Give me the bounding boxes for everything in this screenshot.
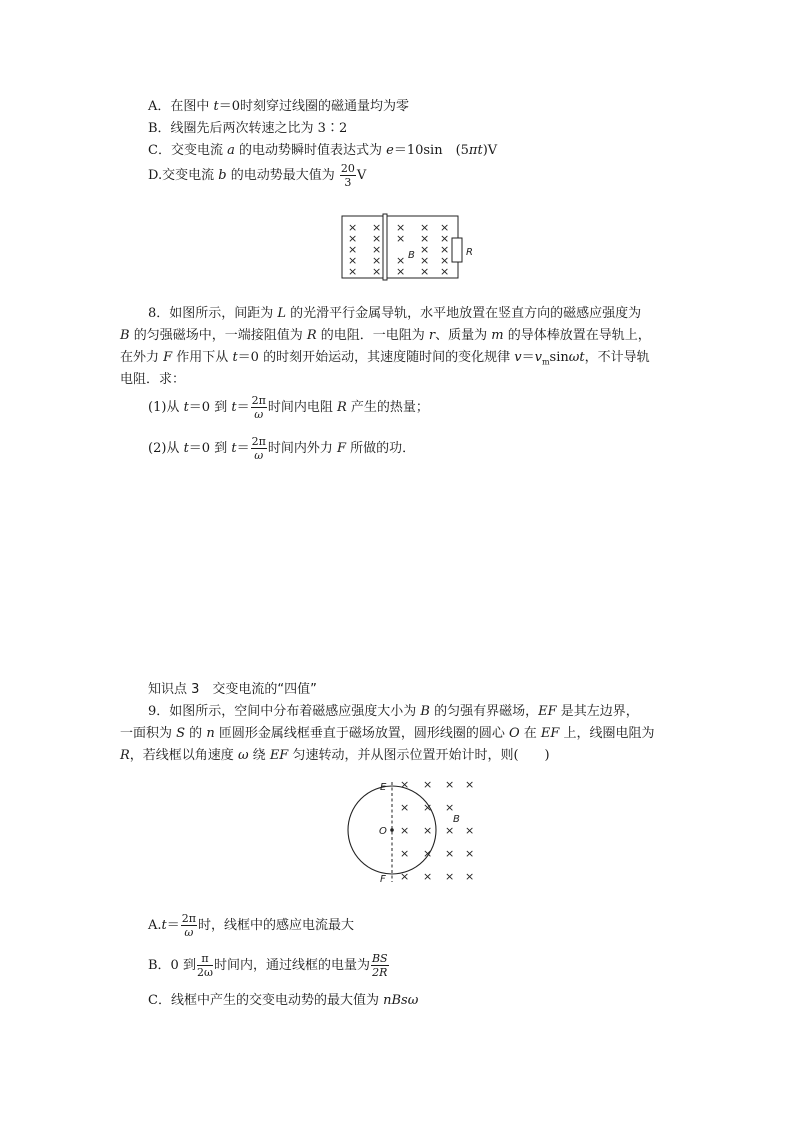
field-cross: × [423,824,433,837]
field-cross: × [440,243,450,256]
label-e: E [380,782,387,793]
q8-subquestion-1: (1)从 t＝0 到 t＝ $\frac{2\pi}{\omega}$ 时间内电阻 R 产生的热量； [148,394,429,421]
q8-line-1: 8．如图所示，间距为 L 的光滑平行金属导轨，水平地放置在竖直方向的磁感应强度为 [148,306,642,321]
field-cross: × [440,265,450,278]
q8-line-3: 在外力 F 作用下从 t＝0 的时刻开始运动，其速度随时间的变化规律 $v=v_m\sin\omega t$，不计导轨 [120,350,650,367]
field-label-b: B [408,250,415,261]
q9-option-b: B．0 到 $\frac{\pi}{2\omega}$ 时间内，通过线框的电量为 $\frac{BS}{2R}$ [148,952,388,979]
field-cross: × [400,870,410,883]
q7-option-d: D.交变电流 b 的电动势最大值为 $\frac{20}{3}$ V [148,162,367,189]
field-cross: × [372,221,382,234]
section-heading: 知识点 3 交变电流的“四值” [148,682,317,697]
field-cross: × [348,243,358,256]
field-cross: × [423,801,433,814]
q9-line-3: R，若线框以角速度 ω 绕 EF 匀速转动，并从图示位置开始计时，则( ) [120,748,550,763]
field-cross: × [396,232,406,245]
fraction: $\frac{20}{3}$ [340,162,355,189]
field-cross: × [400,824,410,837]
field-cross: × [445,870,455,883]
conductor-rod [383,214,387,280]
field-cross: × [440,221,450,234]
q9-option-a: A.t＝ $\frac{2\pi}{\omega}$ 时，线框中的感应电流最大 [148,912,355,939]
field-cross: × [420,254,430,267]
field-cross: × [400,778,410,791]
field-cross: × [372,254,382,267]
field-cross: × [445,824,455,837]
q7-option-b: B．线圈先后两次转速之比为 3∶2 [148,121,348,136]
resistor [452,238,462,262]
q9-option-c: C．线框中产生的交变电动势的最大值为 nBsω [148,993,419,1008]
label-f: F [380,874,386,885]
q8-line-4: 电阻．求： [120,372,186,387]
center-point-o [390,828,394,832]
q9-line-1: 9．如图所示，空间中分布着磁感应强度大小为 B 的匀强有界磁场，EF 是其左边界， [148,704,639,719]
field-cross: × [423,778,433,791]
label-o: O [379,826,387,837]
field-cross: × [420,243,430,256]
field-cross: × [372,232,382,245]
field-cross: × [348,221,358,234]
q7-option-a: A．在图中 t＝0时刻穿过线圈的磁通量均为零 [148,99,410,114]
field-cross: × [445,778,455,791]
field-cross: × [348,265,358,278]
field-cross: × [440,232,450,245]
field-cross: × [372,243,382,256]
field-cross: × [400,801,410,814]
field-cross: × [465,778,475,791]
field-cross: × [372,265,382,278]
q9-line-2: 一面积为 S 的 n 匝圆形金属线框垂直于磁场放置，圆形线圈的圆心 O 在 EF 上，线圈电阻为 [120,726,655,741]
field-cross: × [423,847,433,860]
field-cross: × [423,870,433,883]
field-cross: × [400,847,410,860]
field-cross: × [465,824,475,837]
field-cross: × [420,232,430,245]
circular-coil-figure [345,774,480,889]
field-cross: × [396,221,406,234]
q8-line-2: B 的匀强磁场中，一端接阻值为 R 的电阻．一电阻为 r、质量为 m 的导体棒放置在导轨上， [120,328,651,343]
q7-option-c: C．交变电流 a 的电动势瞬时值表达式为 e＝10sin (5πt)V [148,143,498,158]
field-cross: × [396,254,406,267]
resistor-label-r: R [466,247,473,258]
label-b: B [453,814,460,825]
field-cross: × [420,265,430,278]
field-cross: × [465,870,475,883]
field-cross: × [440,254,450,267]
field-cross: × [348,254,358,267]
field-cross: × [445,847,455,860]
field-cross: × [396,265,406,278]
field-cross: × [348,232,358,245]
field-cross: × [465,847,475,860]
rail-circuit-figure [340,212,480,284]
q8-subquestion-2: (2)从 t＝0 到 t＝ $\frac{2\pi}{\omega}$ 时间内外力 F 所做的功． [148,435,416,462]
field-cross: × [445,801,455,814]
field-cross: × [420,221,430,234]
